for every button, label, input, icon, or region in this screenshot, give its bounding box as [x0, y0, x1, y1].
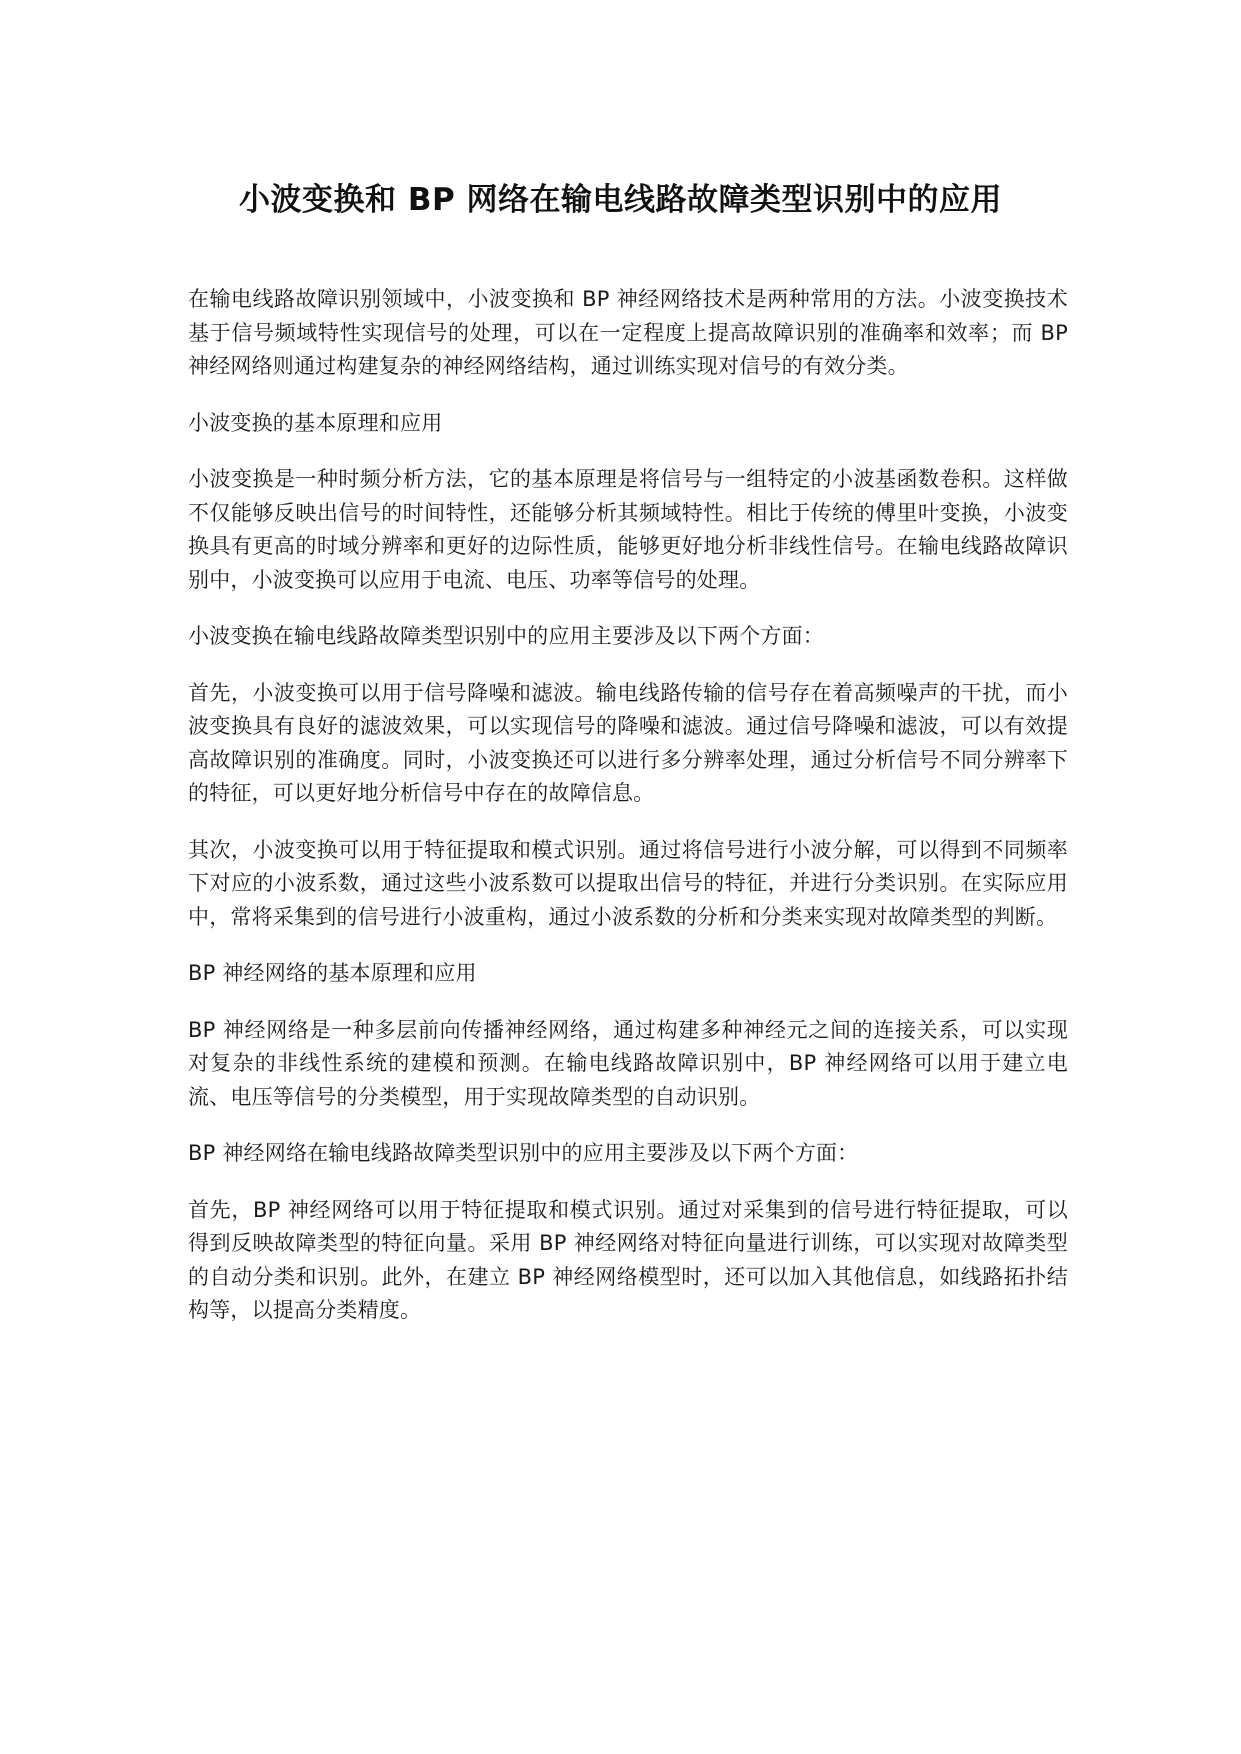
paragraph-bp-principle: BP 神经网络是一种多层前向传播神经网络，通过构建多种神经元之间的连接关系，可以实现对复杂的非线性系统的建模和预测。在输电线路故障识别中，BP 神经网络可以用于建立电流、电压等信号的分类模型，用于实现故障类型的自动识别。: [188, 1017, 1068, 1109]
paragraph-wavelet-denoising: 首先，小波变换可以用于信号降噪和滤波。输电线路传输的信号存在着高频噪声的干扰，而小波变换具有良好的滤波效果，可以实现信号的降噪和滤波。通过信号降噪和滤波，可以有效提高故障识别的准确度。同时，小波变换还可以进行多分辨率处理，通过分析信号不同分辨率下的特征，可以更好地分析信号中存在的故障信息。: [188, 680, 1068, 805]
paragraph-wavelet-applications-intro: 小波变换在输电线路故障类型识别中的应用主要涉及以下两个方面：: [188, 624, 824, 648]
paragraph-wavelet-principle: 小波变换是一种时频分析方法，它的基本原理是将信号与一组特定的小波基函数卷积。这样做不仅能够反映出信号的时间特性，还能够分析其频域特性。相比于传统的傅里叶变换，小波变换具有更高的时域分辨率和更好的边际性质，能够更好地分析非线性信号。在输电线路故障识别中，小波变换可以应用于电流、电压、功率等信号的处理。: [188, 467, 1068, 592]
intro-paragraph: 在输电线路故障识别领域中，小波变换和 BP 神经网络技术是两种常用的方法。小波变换技术基于信号频域特性实现信号的处理，可以在一定程度上提高故障识别的准确率和效率；而 BP 神经网络则通过构建复杂的神经网络结构，通过训练实现对信号的有效分类。: [188, 287, 1068, 378]
paragraph-bp-applications-intro: BP 神经网络在输电线路故障类型识别中的应用主要涉及以下两个方面：: [188, 1141, 859, 1165]
document-title: 小波变换和 BP 网络在输电线路故障类型识别中的应用: [239, 182, 1002, 218]
paragraph-bp-feature-extraction: 首先，BP 神经网络可以用于特征提取和模式识别。通过对采集到的信号进行特征提取，可以得到反映故障类型的特征向量。采用 BP 神经网络对特征向量进行训练，可以实现对故障类型的自动分类和识别。此外，在建立 BP 神经网络模型时，还可以加入其他信息，如线路拓扑结构等，以提高分类精度。: [188, 1197, 1068, 1322]
section-heading-wavelet: 小波变换的基本原理和应用: [188, 410, 443, 435]
document-body: [188, 283, 1068, 1351]
paragraph-wavelet-feature-extraction: 其次，小波变换可以用于特征提取和模式识别。通过将信号进行小波分解，可以得到不同频率下对应的小波系数，通过这些小波系数可以提取出信号的特征，并进行分类识别。在实际应用中，常将采集到的信号进行小波重构，通过小波系数的分析和分类来实现对故障类型的判断。: [188, 837, 1068, 929]
section-heading-bp: BP 神经网络的基本原理和应用: [188, 961, 477, 985]
